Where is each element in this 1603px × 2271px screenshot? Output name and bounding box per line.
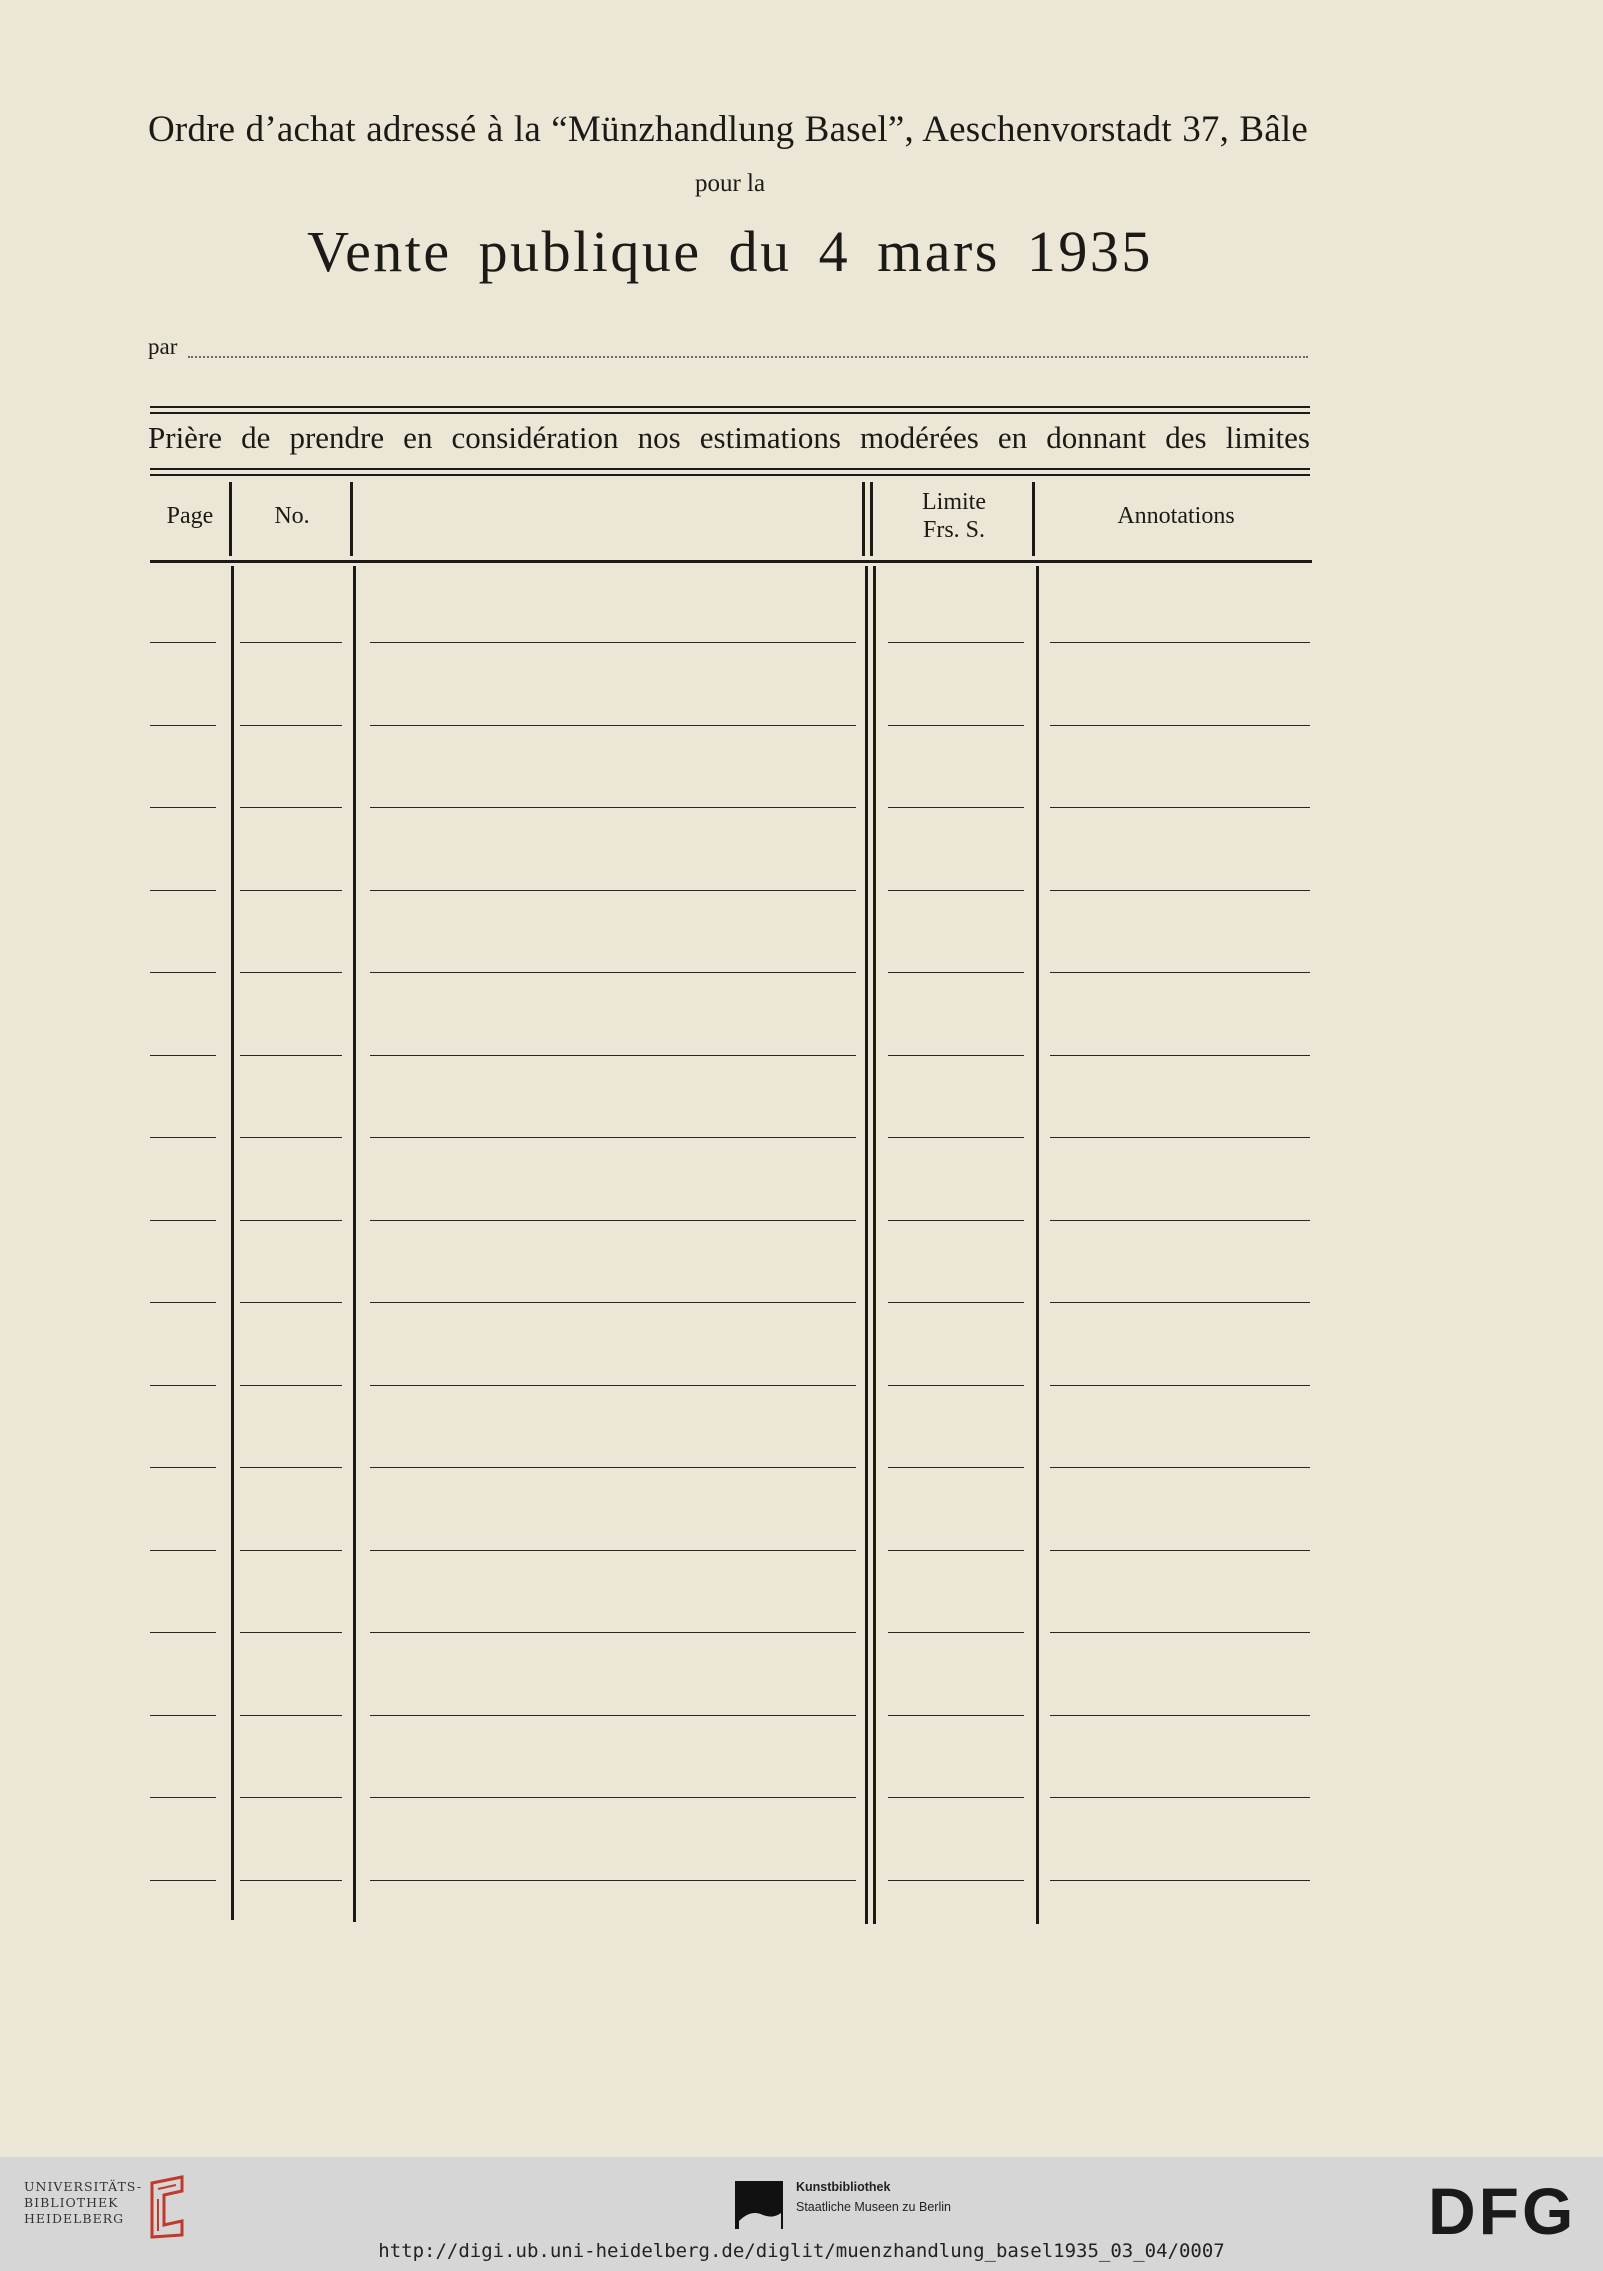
ub-heidelberg-logo-icon bbox=[142, 2175, 194, 2239]
row-14-no-line[interactable] bbox=[240, 1715, 342, 1716]
row-10-description-line[interactable] bbox=[370, 1385, 856, 1386]
kunst-subtitle: Staatliche Museen zu Berlin bbox=[796, 2200, 951, 2214]
body-separator-3b bbox=[873, 566, 876, 1924]
row-4-page-line[interactable] bbox=[150, 890, 216, 891]
par-name-field[interactable] bbox=[188, 356, 1308, 358]
row-10-no-line[interactable] bbox=[240, 1385, 342, 1386]
row-9-limite-line[interactable] bbox=[888, 1302, 1024, 1303]
row-16-description-line[interactable] bbox=[370, 1880, 856, 1881]
row-7-page-line[interactable] bbox=[150, 1137, 216, 1138]
row-5-no-line[interactable] bbox=[240, 972, 342, 973]
column-header-limite-line2: Frs. S. bbox=[922, 517, 986, 543]
body-separator-3a bbox=[865, 566, 868, 1924]
row-1-no-line[interactable] bbox=[240, 642, 342, 643]
row-13-page-line[interactable] bbox=[150, 1632, 216, 1633]
source-url-link[interactable]: http://digi.ub.uni-heidelberg.de/diglit/muenzhandlung_basel1935_03_04/0007 bbox=[378, 2240, 1225, 2262]
limits-notice: Prière de prendre en considération nos estimations modérées en donnant des limites bbox=[148, 420, 1310, 455]
row-4-no-line[interactable] bbox=[240, 890, 342, 891]
row-13-description-line[interactable] bbox=[370, 1632, 856, 1633]
kunstbibliothek-logo-icon bbox=[733, 2179, 785, 2231]
row-2-no-line[interactable] bbox=[240, 725, 342, 726]
row-10-limite-line[interactable] bbox=[888, 1385, 1024, 1386]
row-12-no-line[interactable] bbox=[240, 1550, 342, 1551]
row-4-annotations-line[interactable] bbox=[1050, 890, 1310, 891]
row-2-description-line[interactable] bbox=[370, 725, 856, 726]
header-separator-3a bbox=[862, 482, 865, 556]
row-16-no-line[interactable] bbox=[240, 1880, 342, 1881]
row-15-description-line[interactable] bbox=[370, 1797, 856, 1798]
row-1-limite-line[interactable] bbox=[888, 642, 1024, 643]
row-10-page-line[interactable] bbox=[150, 1385, 216, 1386]
ub-line3: HEIDELBERG bbox=[24, 2211, 125, 2226]
column-header-no: No. bbox=[274, 503, 310, 529]
row-16-limite-line[interactable] bbox=[888, 1880, 1024, 1881]
row-11-no-line[interactable] bbox=[240, 1467, 342, 1468]
row-14-page-line[interactable] bbox=[150, 1715, 216, 1716]
row-8-no-line[interactable] bbox=[240, 1220, 342, 1221]
row-5-description-line[interactable] bbox=[370, 972, 856, 973]
page-title: Vente publique du 4 mars 1935 bbox=[307, 219, 1153, 284]
row-7-description-line[interactable] bbox=[370, 1137, 856, 1138]
row-8-page-line[interactable] bbox=[150, 1220, 216, 1221]
row-2-page-line[interactable] bbox=[150, 725, 216, 726]
row-16-page-line[interactable] bbox=[150, 1880, 216, 1881]
row-1-page-line[interactable] bbox=[150, 642, 216, 643]
row-3-description-line[interactable] bbox=[370, 807, 856, 808]
header-separator-3b bbox=[870, 482, 873, 556]
row-3-page-line[interactable] bbox=[150, 807, 216, 808]
column-header-limite bbox=[876, 488, 1032, 544]
row-11-annotations-line[interactable] bbox=[1050, 1467, 1310, 1468]
divider-top-1 bbox=[150, 406, 1310, 408]
row-15-limite-line[interactable] bbox=[888, 1797, 1024, 1798]
row-13-limite-line[interactable] bbox=[888, 1632, 1024, 1633]
row-9-description-line[interactable] bbox=[370, 1302, 856, 1303]
row-9-annotations-line[interactable] bbox=[1050, 1302, 1310, 1303]
body-separator-4 bbox=[1036, 566, 1039, 1924]
header-separator-1 bbox=[229, 482, 232, 556]
header-separator-2 bbox=[350, 482, 353, 556]
row-6-limite-line[interactable] bbox=[888, 1055, 1024, 1056]
row-2-annotations-line[interactable] bbox=[1050, 725, 1310, 726]
row-14-annotations-line[interactable] bbox=[1050, 1715, 1310, 1716]
row-4-description-line[interactable] bbox=[370, 890, 856, 891]
row-12-limite-line[interactable] bbox=[888, 1550, 1024, 1551]
row-3-annotations-line[interactable] bbox=[1050, 807, 1310, 808]
row-11-description-line[interactable] bbox=[370, 1467, 856, 1468]
row-15-page-line[interactable] bbox=[150, 1797, 216, 1798]
ub-line2: BIBLIOTHEK bbox=[24, 2195, 119, 2210]
row-3-limite-line[interactable] bbox=[888, 807, 1024, 808]
ub-line1: UNIVERSITÄTS- bbox=[24, 2179, 143, 2194]
row-5-annotations-line[interactable] bbox=[1050, 972, 1310, 973]
row-14-description-line[interactable] bbox=[370, 1715, 856, 1716]
ub-heidelberg-wordmark bbox=[24, 2179, 142, 2227]
row-10-annotations-line[interactable] bbox=[1050, 1385, 1310, 1386]
row-8-description-line[interactable] bbox=[370, 1220, 856, 1221]
row-8-annotations-line[interactable] bbox=[1050, 1220, 1310, 1221]
header-rule bbox=[150, 560, 1312, 563]
row-6-no-line[interactable] bbox=[240, 1055, 342, 1056]
row-11-limite-line[interactable] bbox=[888, 1467, 1024, 1468]
divider-notice-1 bbox=[150, 468, 1310, 470]
row-11-page-line[interactable] bbox=[150, 1467, 216, 1468]
row-9-no-line[interactable] bbox=[240, 1302, 342, 1303]
row-7-limite-line[interactable] bbox=[888, 1137, 1024, 1138]
body-separator-2 bbox=[353, 566, 356, 1922]
row-13-no-line[interactable] bbox=[240, 1632, 342, 1633]
row-7-no-line[interactable] bbox=[240, 1137, 342, 1138]
par-label: par bbox=[148, 334, 178, 359]
divider-top-2 bbox=[150, 412, 1310, 414]
header-address-line: Ordre d’achat adressé à la “Münzhandlung Basel”, Aeschenvorstadt 37, Bâle bbox=[148, 109, 1308, 150]
row-12-page-line[interactable] bbox=[150, 1550, 216, 1551]
row-16-annotations-line[interactable] bbox=[1050, 1880, 1310, 1881]
row-14-limite-line[interactable] bbox=[888, 1715, 1024, 1716]
row-5-page-line[interactable] bbox=[150, 972, 216, 973]
column-header-limite-line1: Limite bbox=[922, 489, 986, 515]
row-13-annotations-line[interactable] bbox=[1050, 1632, 1310, 1633]
row-9-page-line[interactable] bbox=[150, 1302, 216, 1303]
column-header-annotations: Annotations bbox=[1117, 503, 1235, 529]
row-15-annotations-line[interactable] bbox=[1050, 1797, 1310, 1798]
row-6-page-line[interactable] bbox=[150, 1055, 216, 1056]
row-4-limite-line[interactable] bbox=[888, 890, 1024, 891]
row-1-annotations-line[interactable] bbox=[1050, 642, 1310, 643]
row-2-limite-line[interactable] bbox=[888, 725, 1024, 726]
divider-notice-2 bbox=[150, 474, 1310, 476]
row-15-no-line[interactable] bbox=[240, 1797, 342, 1798]
header-pour-la: pour la bbox=[694, 170, 766, 197]
header-separator-4 bbox=[1032, 482, 1035, 556]
row-1-description-line[interactable] bbox=[370, 642, 856, 643]
row-12-annotations-line[interactable] bbox=[1050, 1550, 1310, 1551]
column-header-page: Page bbox=[166, 503, 214, 529]
row-3-no-line[interactable] bbox=[240, 807, 342, 808]
row-12-description-line[interactable] bbox=[370, 1550, 856, 1551]
row-5-limite-line[interactable] bbox=[888, 972, 1024, 973]
row-6-description-line[interactable] bbox=[370, 1055, 856, 1056]
kunst-title: Kunstbibliothek bbox=[796, 2180, 891, 2194]
row-8-limite-line[interactable] bbox=[888, 1220, 1024, 1221]
row-6-annotations-line[interactable] bbox=[1050, 1055, 1310, 1056]
body-separator-1 bbox=[231, 566, 234, 1920]
kunstbibliothek-wordmark bbox=[796, 2177, 951, 2217]
row-7-annotations-line[interactable] bbox=[1050, 1137, 1310, 1138]
dfg-logo: DFG bbox=[1428, 2174, 1577, 2248]
